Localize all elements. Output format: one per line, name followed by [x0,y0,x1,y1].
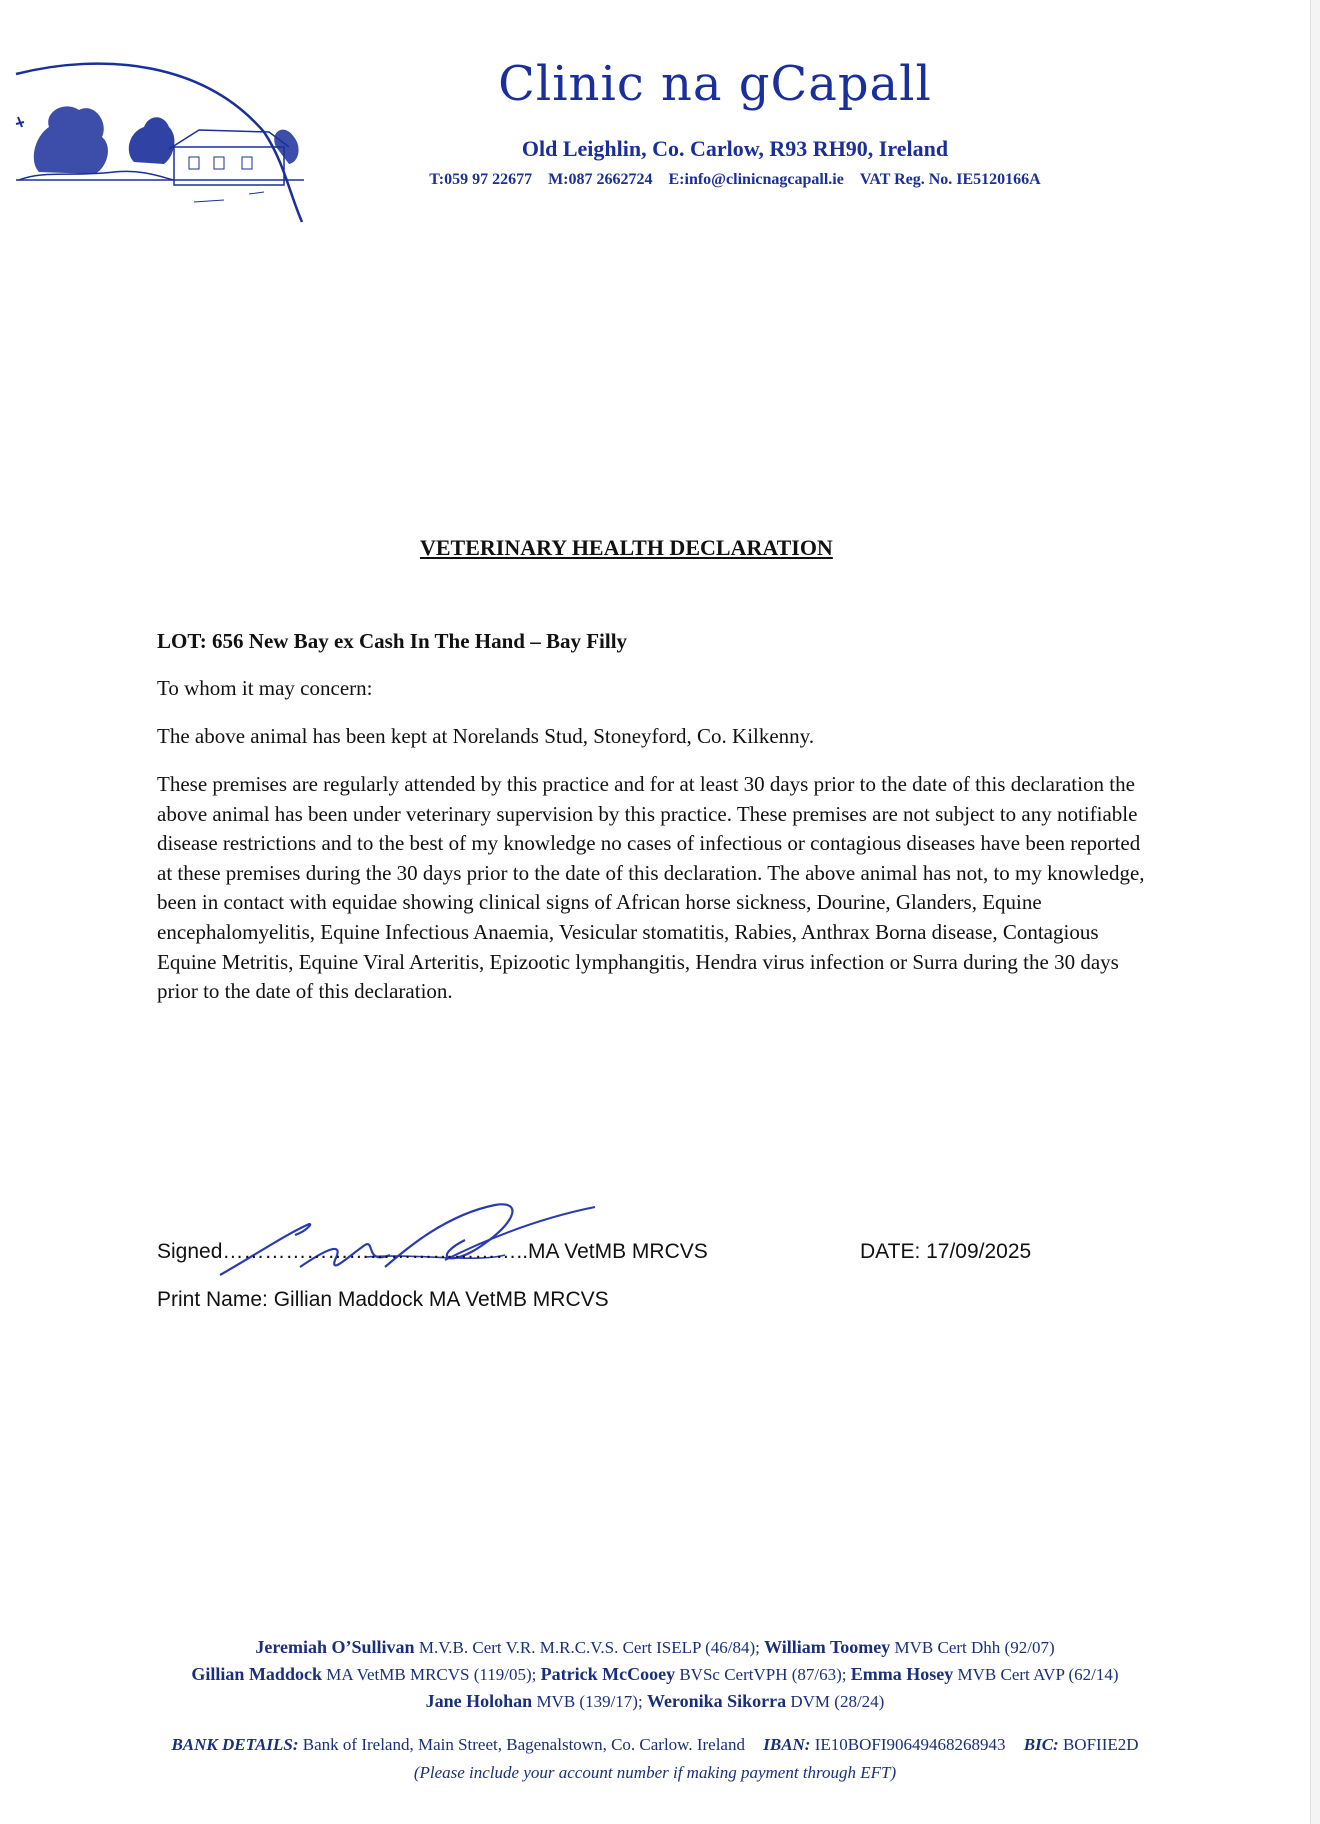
vat-number: VAT Reg. No. IE5120166A [859,171,1041,188]
vet-details: M.V.B. Cert V.R. M.R.C.V.S. Cert ISELP (46/84); [418,1638,760,1657]
vet-line-2 [60,1661,1250,1688]
bic-value: BOFIIE2D [1062,1735,1139,1754]
clinic-name: Clinic na gCapall [498,56,932,112]
bic-label: BIC: [1023,1735,1059,1754]
vet-line-1 [60,1634,1250,1661]
iban-value: IE10BOFI90649468268943 [814,1735,1006,1754]
document-title: VETERINARY HEALTH DECLARATION [420,535,833,560]
vet-details: MVB Cert AVP (62/14) [957,1665,1119,1684]
lot-heading: LOT: 656 New Bay ex Cash In The Hand – Bay Filly [157,629,628,653]
vet-name: Patrick McCooey [540,1664,676,1684]
eft-note: (Please include your account number if making payment through EFT) [413,1763,897,1782]
vet-details: DVM (28/24) [790,1692,885,1711]
print-name: Print Name: Gillian Maddock MA VetMB MRCVS [157,1288,609,1311]
signature-dots: …………………………………… [222,1240,517,1263]
salutation: To whom it may concern: [157,676,373,700]
clinic-contact-line [330,171,1140,189]
clinic-address: Old Leighlin, Co. Carlow, R93 RH90, Ireland [521,136,949,161]
signer-qualifications: ..MA VetMB MRCVS [516,1240,708,1263]
vet-details: BVSc CertVPH (87/63); [679,1665,847,1684]
email: E:info@clinicnagcapall.ie [668,171,844,188]
signed-line [157,1240,708,1264]
vet-line-3 [60,1688,1250,1715]
vet-name: William Toomey [764,1637,891,1657]
bank-address: Bank of Ireland, Main Street, Bagenalstown, Co. Carlow. Ireland [302,1735,745,1754]
declaration-date: DATE: 17/09/2025 [860,1240,1032,1263]
mobile: M:087 2662724 [548,171,653,188]
kept-statement: The above animal has been kept at Norelands Stud, Stoneyford, Co. Kilkenny. [157,724,815,748]
vet-name: Emma Hosey [850,1664,954,1684]
signed-label: Signed [157,1240,223,1263]
bank-details [60,1735,1250,1755]
iban-label: IBAN: [763,1735,811,1754]
vet-name: Gillian Maddock [191,1664,322,1684]
vet-details: MVB Cert Dhh (92/07) [894,1638,1055,1657]
declaration-paragraph: These premises are regularly attended by this practice and for at least 30 days prior to the date of this declaration the above animal has been under veterinary supervision by this practice. These premises are not subject to any notifiable disease restrictions and to the best of my knowledge no cases of infectious or contagious diseases have been reported at these premises during the 30 days prior to the date of this declaration. The above animal has not, to my knowledge, been in contact with equidae showing clinical signs of African horse sickness, Dourine, Glanders, Equine encephalomyelitis, Equine Infectious Anaemia, Vesicular stomatitis, Rabies, Anthrax Borna disease, Contagious Equine Metritis, Equine Viral Arteritis, Epizootic lymphangitis, Hendra virus infection or Surra during the 30 days prior to the date of this declaration. [157,772,1145,1004]
vet-details: MA VetMB MRCVS (119/05); [326,1665,537,1684]
vet-name: Jane Holohan [425,1691,533,1711]
vet-details: MVB (139/17); [536,1692,643,1711]
vet-list [60,1634,1250,1715]
telephone: T:059 97 22677 [429,171,533,188]
vet-name: Jeremiah O’Sullivan [255,1637,415,1657]
bank-label: BANK DETAILS: [171,1735,299,1754]
clinic-logo-drawing [14,52,314,232]
vet-name: Weronika Sikorra [646,1691,787,1711]
